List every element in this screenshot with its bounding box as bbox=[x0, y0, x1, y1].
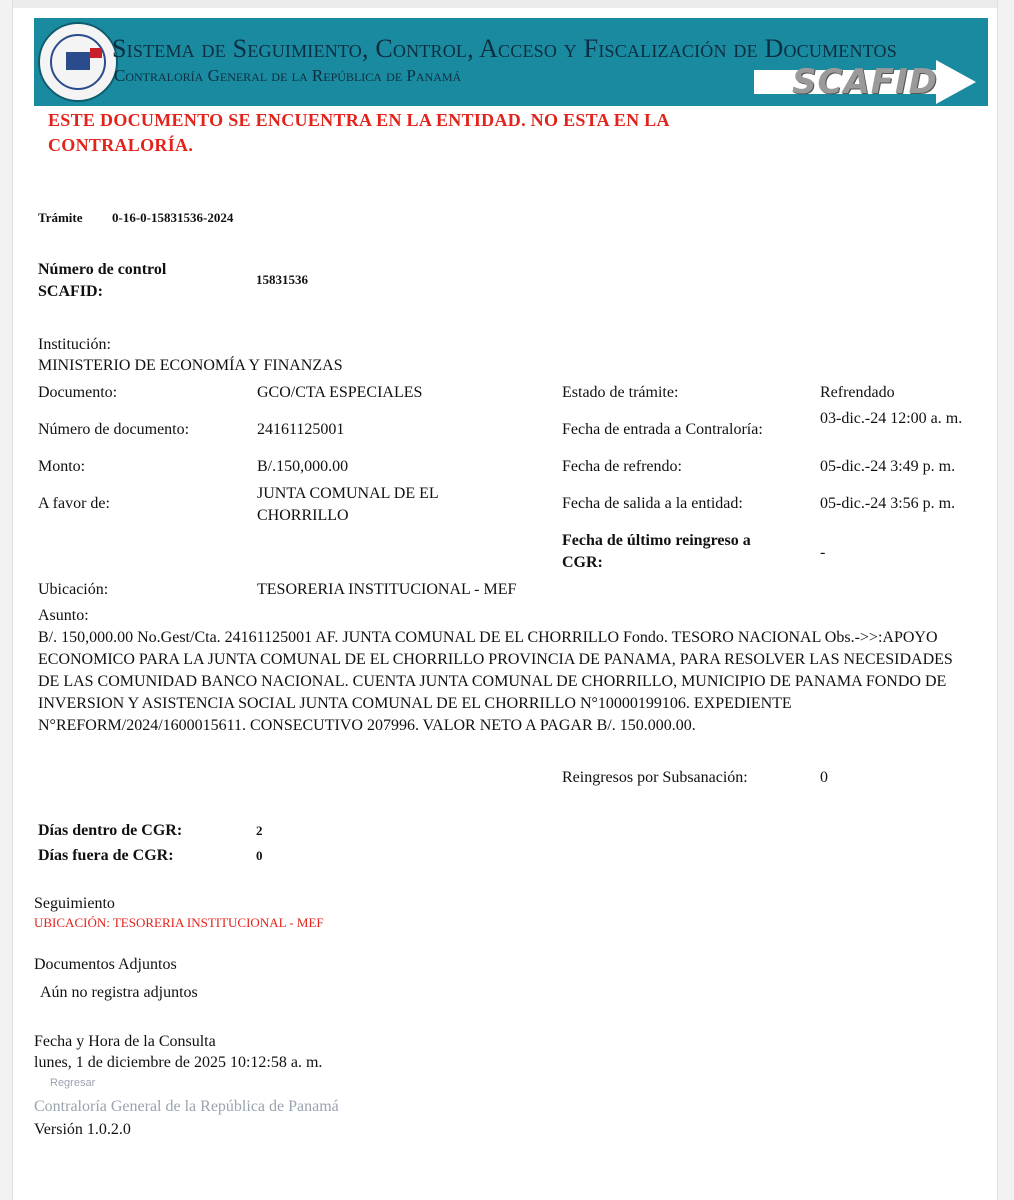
ubicacion-value: TESORERIA INSTITUCIONAL - MEF bbox=[257, 581, 517, 598]
institucion-value: MINISTERIO DE ECONOMÍA Y FINANZAS bbox=[38, 357, 343, 374]
system-subtitle: Contraloría General de la República de Panamá bbox=[114, 66, 462, 85]
control-label: Número de control SCAFID: bbox=[38, 261, 167, 300]
seguimiento-label: Seguimiento bbox=[34, 895, 115, 912]
estado-label: Estado de trámite: bbox=[562, 384, 679, 401]
consulta-value: lunes, 1 de diciembre de 2025 10:12:58 a. m. bbox=[34, 1054, 323, 1071]
window-left-edge bbox=[0, 0, 13, 1200]
fecha-entrada-label: Fecha de entrada a Contraloría: bbox=[562, 421, 763, 438]
dias-fuera-value: 0 bbox=[256, 848, 263, 863]
estado-value: Refrendado bbox=[820, 384, 895, 401]
header-banner bbox=[34, 18, 988, 106]
back-link[interactable]: Regresar bbox=[50, 1077, 96, 1089]
dias-dentro-label: Días dentro de CGR: bbox=[38, 822, 183, 839]
tramite-value: 0-16-0-15831536-2024 bbox=[112, 210, 234, 225]
scafid-logo: SCAFID bbox=[792, 62, 938, 102]
a-favor-label: A favor de: bbox=[38, 495, 110, 512]
window-right-edge bbox=[997, 0, 1014, 1200]
ubicacion-label: Ubicación: bbox=[38, 581, 109, 598]
footer-version: Versión 1.0.2.0 bbox=[34, 1121, 131, 1138]
fecha-salida-value: 05-dic.-24 3:56 p. m. bbox=[820, 495, 956, 512]
adjuntos-value: Aún no registra adjuntos bbox=[40, 984, 198, 1001]
tramite-label: Trámite bbox=[38, 210, 83, 225]
contraloria-seal-icon bbox=[38, 22, 118, 102]
fecha-reingreso-value: - bbox=[820, 544, 826, 561]
logo-arrow-head-icon bbox=[936, 60, 976, 104]
control-value: 15831536 bbox=[256, 272, 308, 287]
reingresos-value: 0 bbox=[820, 769, 828, 786]
location-warning: ESTE DOCUMENTO SE ENCUENTRA EN LA ENTIDAD. NO ESTA EN LA CONTRALORÍA. bbox=[48, 110, 669, 155]
documento-value: GCO/CTA ESPECIALES bbox=[257, 384, 423, 401]
footer-org: Contraloría General de la República de Panamá bbox=[34, 1098, 339, 1115]
numero-documento-value: 24161125001 bbox=[257, 421, 345, 438]
monto-value: B/.150,000.00 bbox=[257, 458, 349, 475]
seguimiento-ubicacion: UBICACIÓN: TESORERIA INSTITUCIONAL - MEF bbox=[34, 915, 324, 930]
dias-fuera-label: Días fuera de CGR: bbox=[38, 847, 174, 864]
reingresos-label: Reingresos por Subsanación: bbox=[562, 769, 748, 786]
monto-label: Monto: bbox=[38, 458, 86, 475]
consulta-label: Fecha y Hora de la Consulta bbox=[34, 1033, 216, 1050]
asunto-value: B/. 150,000.00 No.Gest/Cta. 24161125001 AF. JUNTA COMUNAL DE EL CHORRILLO Fondo. TESORO NACIONAL Obs.->>:APOYO ECONOMICO PARA LA JUNTA COMUNAL DE EL CHORRILLO PROVINCIA DE PANAMA, PARA RESOLVER LAS NECESIDADES DE LAS COMUNIDAD BANCO NACIONAL. CUENTA JUNTA COMUNAL DE CHORRILLO, MUNICIPIO DE PANAMA FONDO DE INVERSION Y ASISTENCIA SOCIAL JUNTA COMUNAL DE EL CHORRILLO N°10000199106. EXPEDIENTE N°REFORM/2024/1600015611. CONSECUTIVO 207996. VALOR NETO A PAGAR B/. 150.000.00. bbox=[38, 629, 953, 734]
dias-dentro-value: 2 bbox=[256, 823, 263, 838]
asunto-label: Asunto: bbox=[38, 607, 89, 624]
numero-documento-label: Número de documento: bbox=[38, 421, 190, 438]
fecha-entrada-value: 03-dic.-24 12:00 a. m. bbox=[820, 410, 963, 427]
a-favor-value: JUNTA COMUNAL DE EL CHORRILLO bbox=[257, 485, 439, 524]
fecha-reingreso-label: Fecha de último reingreso a CGR: bbox=[562, 532, 751, 571]
fecha-salida-label: Fecha de salida a la entidad: bbox=[562, 495, 743, 512]
fecha-refrendo-label: Fecha de refrendo: bbox=[562, 458, 682, 475]
adjuntos-label: Documentos Adjuntos bbox=[34, 956, 177, 973]
documento-label: Documento: bbox=[38, 384, 118, 401]
institucion-label: Institución: bbox=[38, 336, 111, 353]
system-title: Sistema de Seguimiento, Control, Acceso y Fiscalización de Documentos bbox=[112, 34, 897, 63]
window-top-edge bbox=[0, 0, 1014, 8]
fecha-refrendo-value: 05-dic.-24 3:49 p. m. bbox=[820, 458, 956, 475]
